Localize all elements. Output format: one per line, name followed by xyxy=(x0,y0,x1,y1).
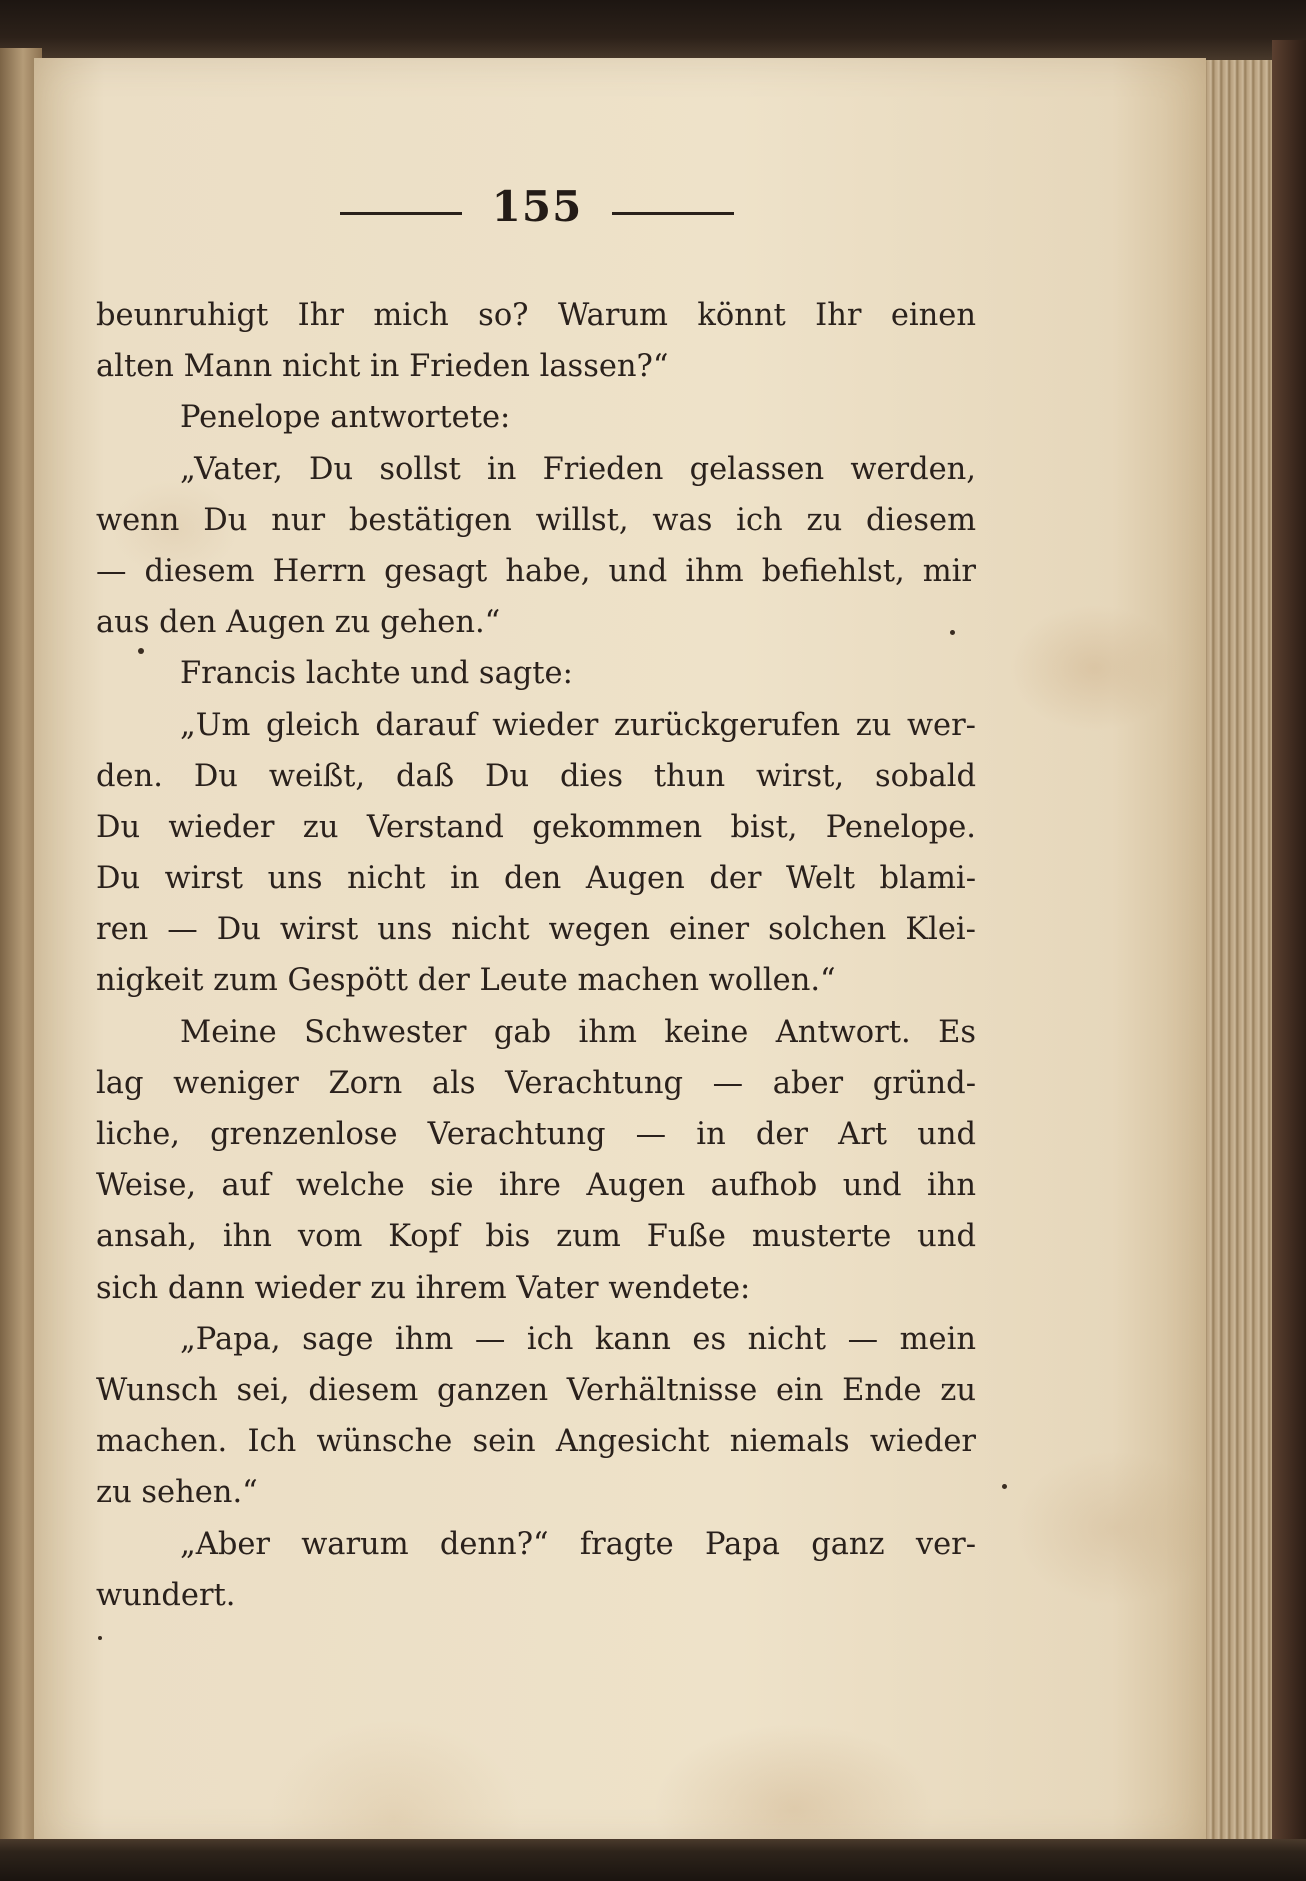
page-number: 155 xyxy=(491,182,583,231)
text-line: alten Mann nicht in Frieden lassen?“ xyxy=(96,349,669,385)
text-line: Weise, auf welche sie ihre Augen aufhob und ihn xyxy=(96,1168,976,1204)
text-line: Du wirst uns nicht in den Augen der Welt blami- xyxy=(96,861,976,897)
binding-bottom xyxy=(0,1839,1306,1881)
text-line: wenn Du nur bestätigen willst, was ich zu diesem xyxy=(96,502,976,538)
text-line: den. Du weißt, daß Du dies thun wirst, sobald xyxy=(96,758,976,794)
binding-top xyxy=(0,0,1306,62)
ink-speck xyxy=(98,1636,102,1640)
text-line: Meine Schwester gab ihm keine Antwort. Es xyxy=(180,1014,976,1050)
text-line: beunruhigt Ihr mich so? Warum könnt Ihr einen xyxy=(96,298,976,333)
body-text xyxy=(96,290,976,1621)
text-line: „Papa, sage ihm — ich kann es nicht — mein xyxy=(180,1321,976,1357)
book-cover-edge xyxy=(1272,40,1306,1850)
text-line: sich dann wieder zu ihrem Vater wendete: xyxy=(96,1270,751,1306)
text-line: machen. Ich wünsche sein Angesicht niemals wieder xyxy=(96,1424,976,1460)
text-line: „Vater, Du sollst in Frieden gelassen werden, xyxy=(180,451,976,487)
text-line: nigkeit zum Gespött der Leute machen wollen.“ xyxy=(96,963,836,999)
text-line: „Aber warum denn?“ fragte Papa ganz ver- xyxy=(180,1526,976,1562)
text-line: — diesem Herrn gesagt habe, und ihm befiehlst, mir xyxy=(96,553,976,589)
text-line: Wunsch sei, diesem ganzen Verhältnisse ein Ende zu xyxy=(96,1372,976,1408)
text-line: Du wieder zu Verstand gekommen bist, Penelope. xyxy=(96,809,976,845)
text-line: „Um gleich darauf wieder zurückgerufen zu wer- xyxy=(180,707,976,743)
header-rule-left xyxy=(340,212,462,215)
text-line: aus den Augen zu gehen.“ xyxy=(96,605,501,641)
ink-speck xyxy=(950,630,955,635)
text-line: lag weniger Zorn als Verachtung — aber gründ- xyxy=(96,1065,976,1101)
text-line: Francis lachte und sagte: xyxy=(180,656,573,692)
ink-speck xyxy=(1002,1484,1007,1489)
ink-speck xyxy=(138,648,144,654)
page-header xyxy=(34,182,1206,242)
book-page xyxy=(34,58,1206,1848)
text-line: ansah, ihn vom Kopf bis zum Fuße musterte und xyxy=(96,1219,976,1255)
header-rule-right xyxy=(612,212,734,215)
text-line: ren — Du wirst uns nicht wegen einer solchen Klei- xyxy=(96,912,976,948)
text-line: zu sehen.“ xyxy=(96,1475,258,1511)
text-line: wundert. xyxy=(96,1577,236,1613)
text-line: Penelope antwortete: xyxy=(180,400,511,436)
text-line: liche, grenzenlose Verachtung — in der Art und xyxy=(96,1117,976,1152)
